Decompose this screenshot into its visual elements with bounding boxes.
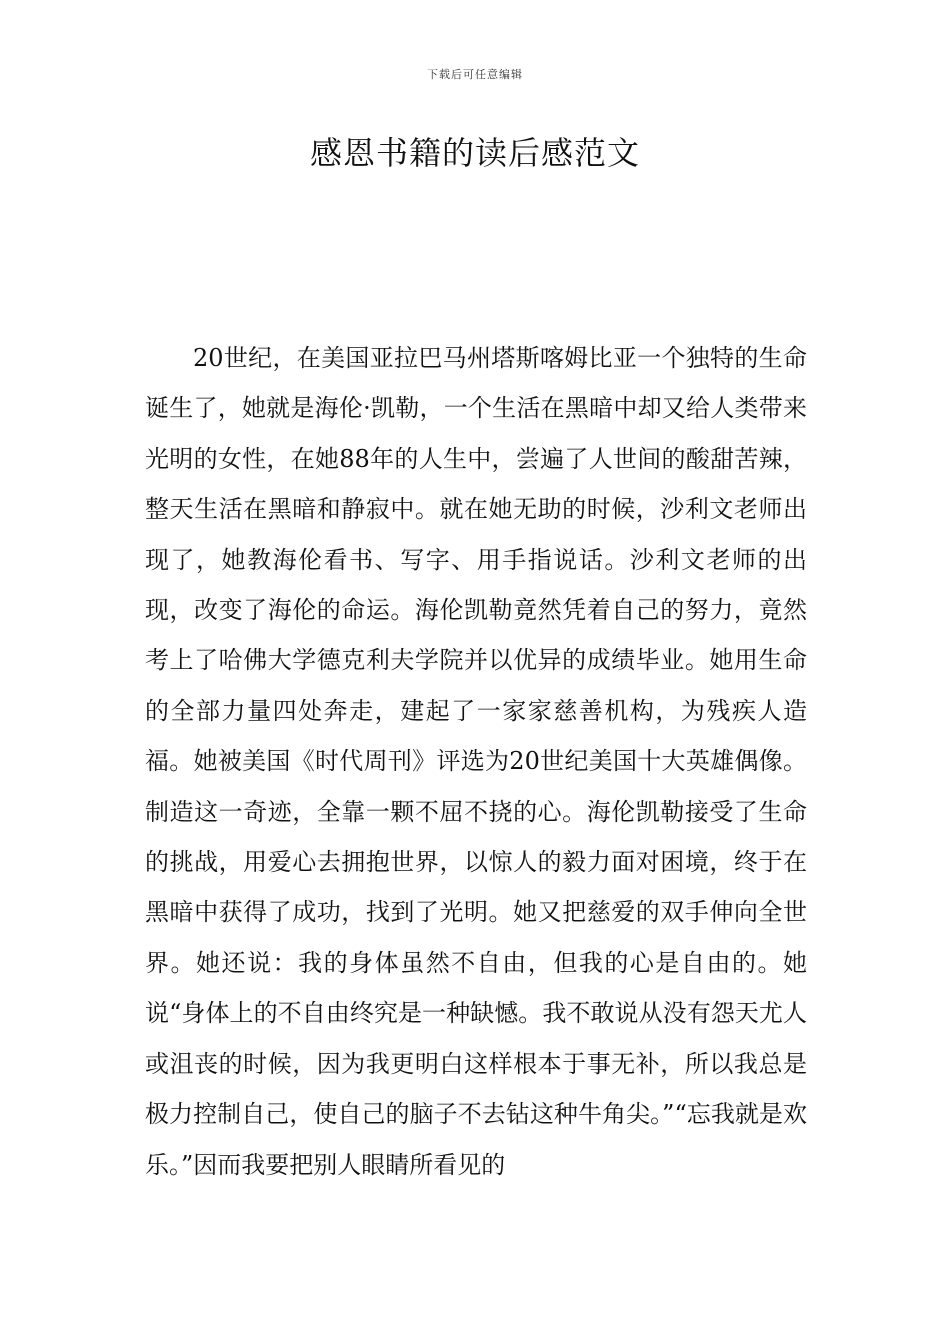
header-note: 下载后可任意编辑 bbox=[427, 68, 523, 81]
body-paragraph: 20世纪，在美国亚拉巴马州塔斯喀姆比亚一个独特的生命诞生了，她就是海伦·凯勒，一个生活在黑暗中却又给人类带来光明的女性，在她88年的人生中，尝遍了人世间的酸甜苦辣，整天生活在黑暗和静寂中。就在她无助的时候，沙利文老师出现了，她教海伦看书、写字、用手指说话。沙利文老师的出现，改变了海伦的命运。海伦凯勒竟然凭着自己的努力，竟然考上了哈佛大学德克利夫学院并以优异的成绩毕业。她用生命的全部力量四处奔走，建起了一家家慈善机构，为残疾人造福。她被美国《时代周刊》评选为20世纪美国十大英雄偶像。制造这一奇迹，全靠一颗不屈不挠的心。海伦凯勒接受了生命的挑战，用爱心去拥抱世界，以惊人的毅力面对困境，终于在黑暗中获得了成功，找到了光明。她又把慈爱的双手伸向全世界。她还说：我的身体虽然不自由，但我的心是自由的。她说“身体上的不自由终究是一种缺憾。我不敢说从没有怨天尤人或沮丧的时候，因为我更明白这样根本于事无补，所以我总是极力控制自己，使自己的脑子不去钻这种牛角尖。”“忘我就是欢乐。”因而我要把别人眼睛所看见的 bbox=[145, 344, 807, 1179]
document-title: 感恩书籍的读后感范文 bbox=[309, 134, 640, 172]
